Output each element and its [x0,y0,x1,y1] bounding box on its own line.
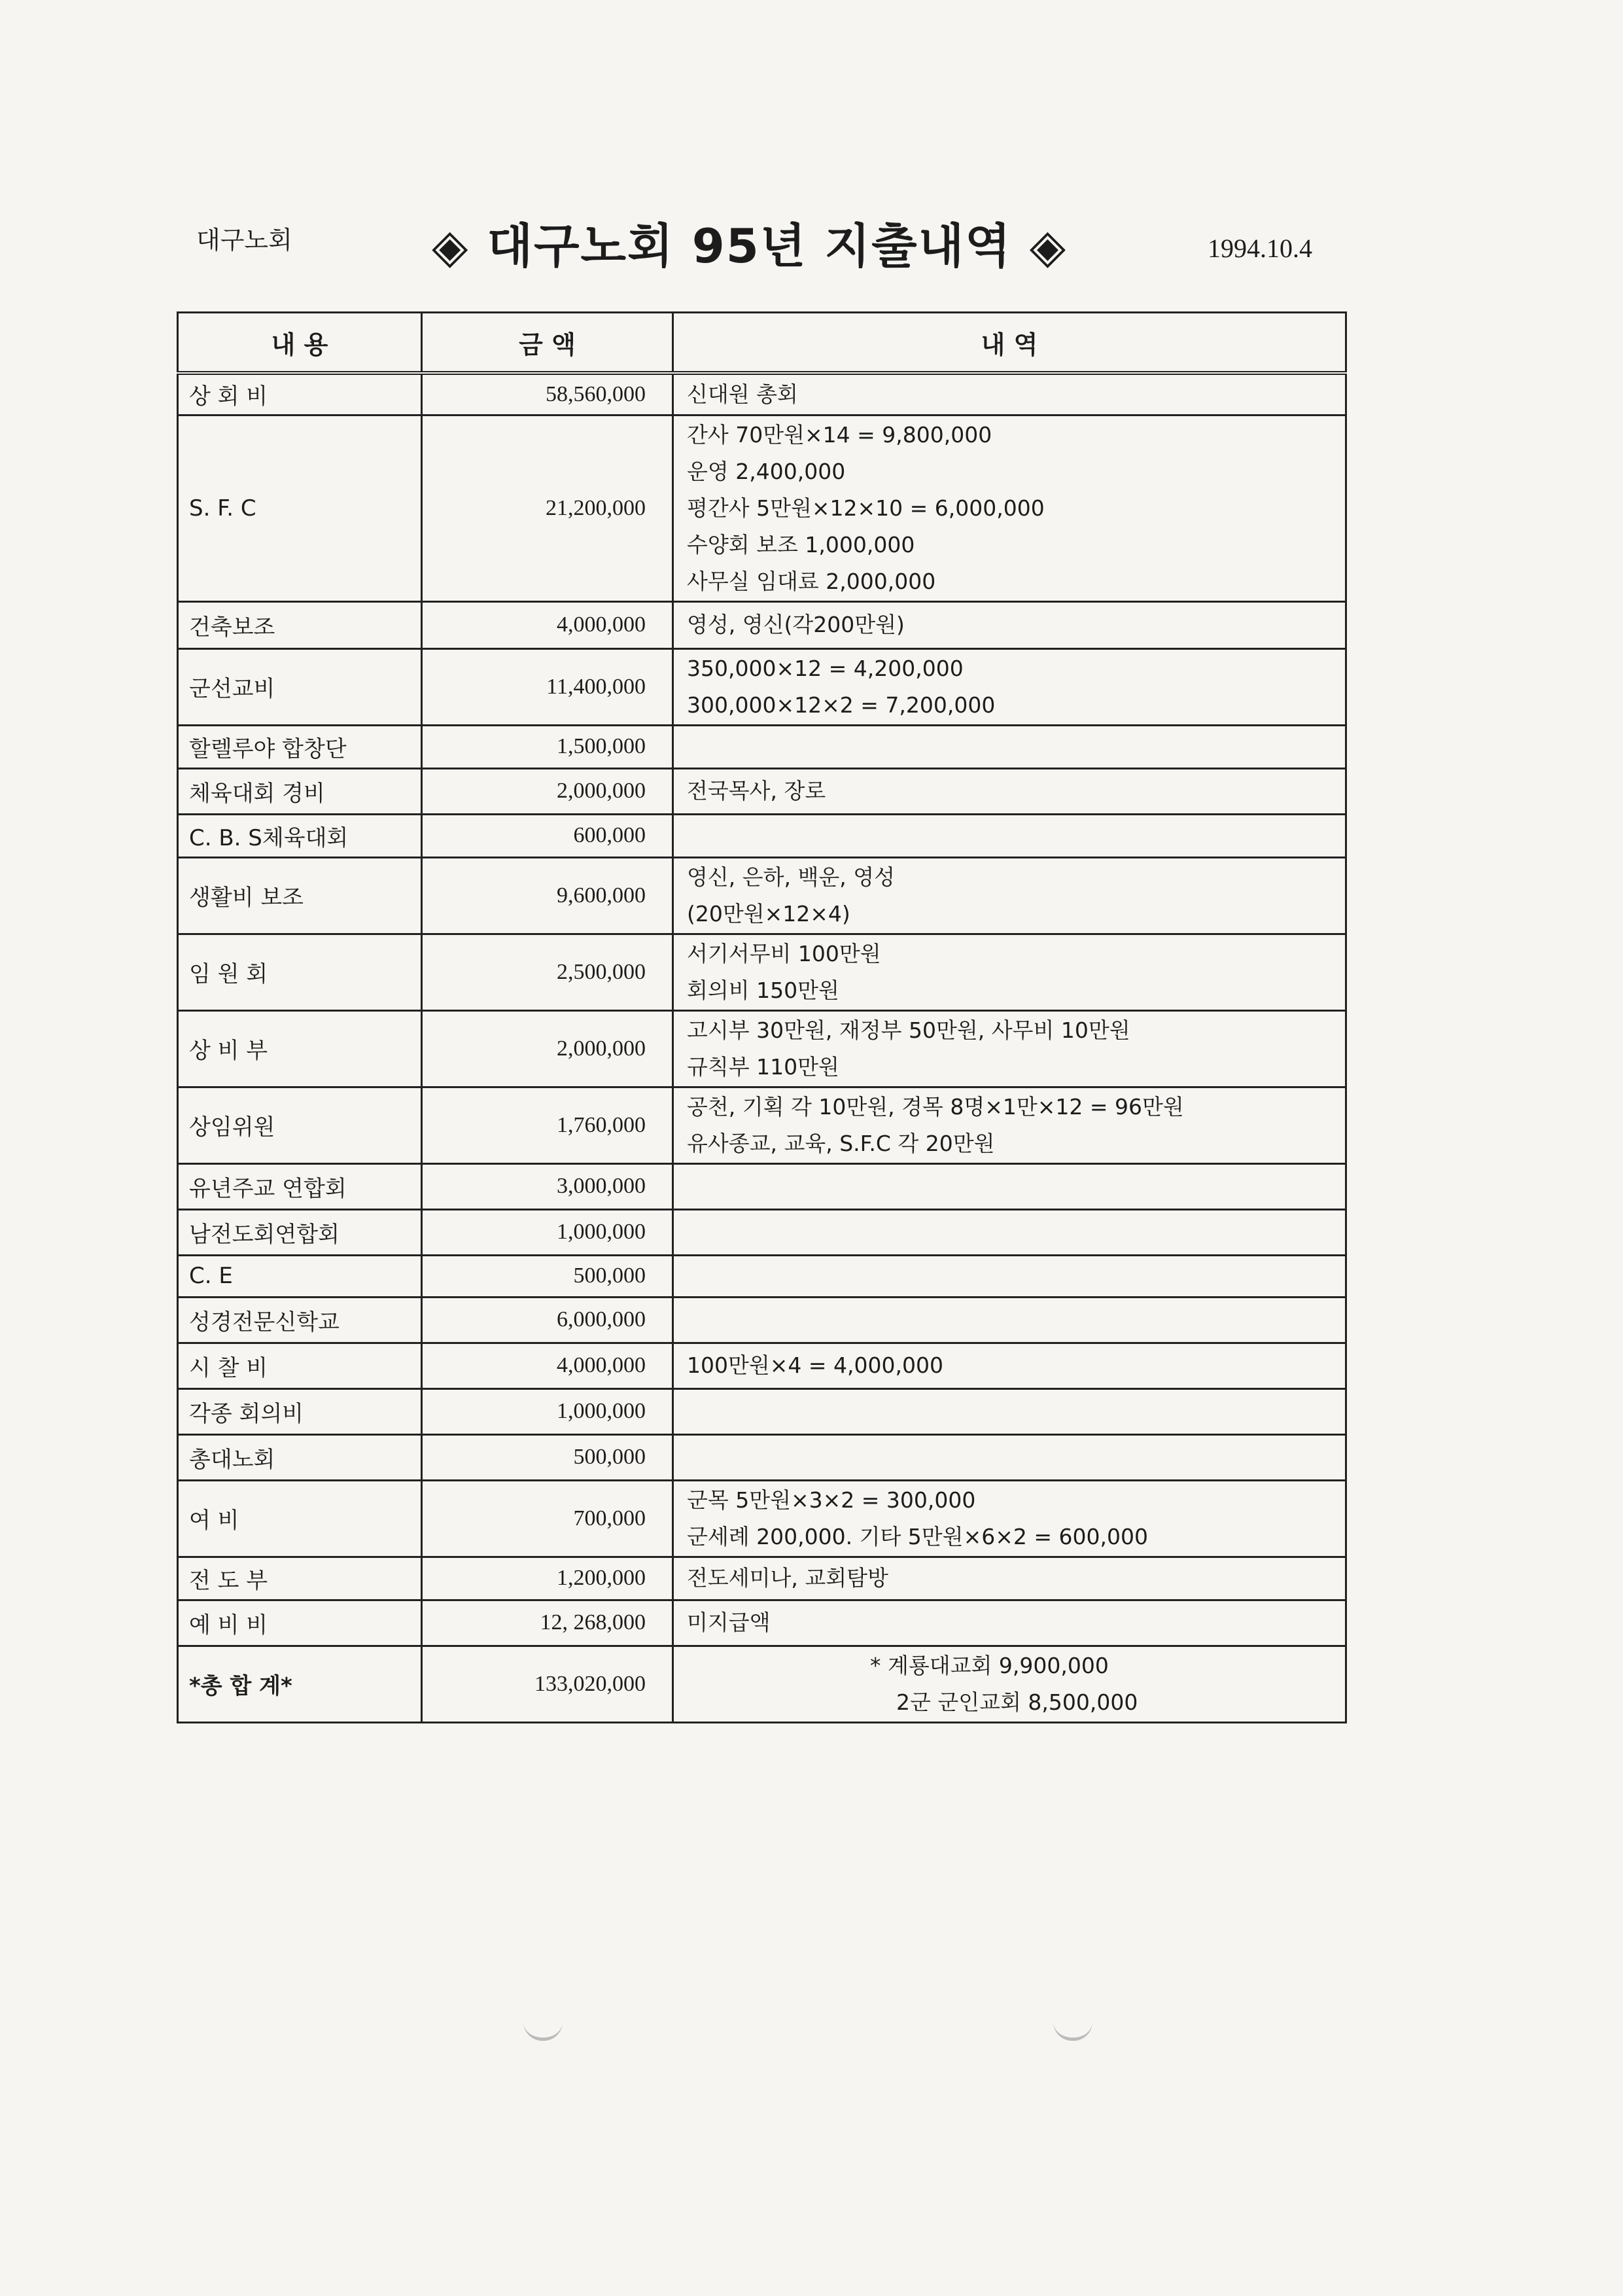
table-row [178,1600,1346,1646]
punch-hole-mark [1053,2022,1092,2041]
row-detail [673,1600,1346,1646]
detail-line: 350,000×12 = 4,200,000 [687,655,964,681]
row-amount: 6,000,000 [422,1297,673,1343]
row-detail [673,857,1346,934]
row-item-label: 할렐루야 합창단 [178,725,422,768]
row-item-label: 임 원 회 [178,934,422,1010]
row-item-label: 유년주교 연합회 [178,1163,422,1209]
row-item-label: 남전도회연합회 [178,1209,422,1255]
detail-line: 규칙부 110만원 [687,1053,839,1080]
row-item-label: 상 회 비 [178,373,422,415]
row-amount: 9,600,000 [422,857,673,934]
table-row [178,1388,1346,1434]
row-detail [673,1255,1346,1297]
row-amount: 21,200,000 [422,415,673,601]
table-row [178,1087,1346,1163]
row-amount: 500,000 [422,1434,673,1480]
table-row [178,373,1346,415]
row-amount: 600,000 [422,814,673,857]
row-detail [673,1646,1346,1722]
row-item-label: C. E [178,1255,422,1297]
document-date: 1994.10.4 [1208,234,1312,263]
detail-line: 회의비 150만원 [687,977,839,1003]
detail-line: 2군 군인교회 8,500,000 [896,1689,1138,1715]
row-item-label: 총대노회 [178,1434,422,1480]
row-item-label: *총 합 계* [178,1646,422,1722]
detail-line: 300,000×12×2 = 7,200,000 [687,692,996,718]
row-item-label: 각종 회의비 [178,1388,422,1434]
table-row [178,1010,1346,1087]
table-row [178,648,1346,725]
table-row [178,1434,1346,1480]
detail-line: 군세례 200,000. 기타 5만원×6×2 = 600,000 [687,1523,1148,1549]
row-detail [673,1343,1346,1388]
table-row [178,814,1346,857]
row-amount: 1,500,000 [422,725,673,768]
row-detail [673,1209,1346,1255]
row-detail [673,1163,1346,1209]
detail-line: 영성, 영신(각200만원) [687,612,905,637]
total-row [178,1646,1346,1722]
row-item-label: S. F. C [178,415,422,601]
row-item-label: 생활비 보조 [178,857,422,934]
table-row [178,1343,1346,1388]
table-row [178,1209,1346,1255]
row-item-label: 시 찰 비 [178,1343,422,1388]
detail-line: 100만원×4 = 4,000,000 [687,1352,943,1378]
row-detail [673,814,1346,857]
row-amount: 2,000,000 [422,768,673,814]
table-row [178,1255,1346,1297]
row-detail [673,601,1346,648]
row-amount: 58,560,000 [422,373,673,415]
row-item-label: 체육대회 경비 [178,768,422,814]
row-detail [673,768,1346,814]
row-detail [673,415,1346,601]
detail-line: 고시부 30만원, 재정부 50만원, 사무비 10만원 [687,1017,1130,1043]
column-header-amount: 금 액 [422,313,673,374]
detail-line: (20만원×12×4) [687,900,850,927]
table-row [178,415,1346,601]
detail-line: 평간사 5만원×12×10 = 6,000,000 [687,495,1045,521]
table-row [178,725,1346,768]
detail-line: 영신, 은하, 백운, 영성 [687,864,895,890]
table-row [178,768,1346,814]
detail-line: 서기서무비 100만원 [687,940,881,966]
table-row [178,1480,1346,1557]
detail-line: 신대원 총회 [687,381,798,407]
row-item-label: 예 비 비 [178,1600,422,1646]
row-item-label: 건축보조 [178,601,422,648]
expense-table [177,311,1347,1723]
table-row [178,934,1346,1010]
table-row [178,1163,1346,1209]
row-amount: 1,000,000 [422,1209,673,1255]
detail-line: 유사종교, 교육, S.F.C 각 20만원 [687,1130,995,1156]
row-amount: 4,000,000 [422,601,673,648]
row-detail [673,373,1346,415]
row-detail [673,1297,1346,1343]
detail-line: 군목 5만원×3×2 = 300,000 [687,1487,976,1513]
document-title: ◈ 대구노회 95년 지출내역 ◈ [432,219,1068,274]
detail-line: 전국목사, 장로 [687,778,826,804]
detail-line: * 계룡대교회 9,900,000 [870,1652,1109,1678]
detail-line: 수양회 보조 1,000,000 [687,531,915,557]
row-item-label: 상임위원 [178,1087,422,1163]
row-item-label: 상 비 부 [178,1010,422,1087]
detail-line: 간사 70만원×14 = 9,800,000 [687,421,992,448]
row-amount: 1,760,000 [422,1087,673,1163]
row-detail [673,725,1346,768]
column-header-item: 내 용 [178,313,422,374]
row-amount: 12, 268,000 [422,1600,673,1646]
row-amount: 1,200,000 [422,1557,673,1600]
row-amount: 3,000,000 [422,1163,673,1209]
row-item-label: 전 도 부 [178,1557,422,1600]
row-item-label: 여 비 [178,1480,422,1557]
table-row [178,601,1346,648]
row-detail [673,1010,1346,1087]
row-detail [673,934,1346,1010]
row-amount: 500,000 [422,1255,673,1297]
detail-line: 운영 2,400,000 [687,458,846,484]
punch-hole-mark [523,2022,563,2041]
row-amount: 2,000,000 [422,1010,673,1087]
row-amount: 11,400,000 [422,648,673,725]
detail-line: 공천, 기획 각 10만원, 경목 8명×1만×12 = 96만원 [687,1093,1184,1120]
detail-line: 사무실 임대료 2,000,000 [687,568,936,594]
detail-line: 전도세미나, 교회탐방 [687,1565,888,1591]
row-amount: 2,500,000 [422,934,673,1010]
row-item-label: 성경전문신학교 [178,1297,422,1343]
row-detail [673,1557,1346,1600]
row-detail [673,1480,1346,1557]
row-amount: 1,000,000 [422,1388,673,1434]
row-amount: 4,000,000 [422,1343,673,1388]
row-item-label: C. B. S체육대회 [178,814,422,857]
organization-label: 대구노회 [196,226,292,255]
row-detail [673,648,1346,725]
table-body [178,373,1346,1722]
column-header-detail: 내 역 [673,313,1346,374]
table-header-row [178,313,1346,374]
row-detail [673,1434,1346,1480]
row-amount: 700,000 [422,1480,673,1557]
table-row [178,857,1346,934]
row-detail [673,1388,1346,1434]
table-row [178,1297,1346,1343]
detail-line: 미지급액 [687,1610,771,1635]
row-amount: 133,020,000 [422,1646,673,1722]
row-item-label: 군선교비 [178,648,422,725]
row-detail [673,1087,1346,1163]
table-row [178,1557,1346,1600]
